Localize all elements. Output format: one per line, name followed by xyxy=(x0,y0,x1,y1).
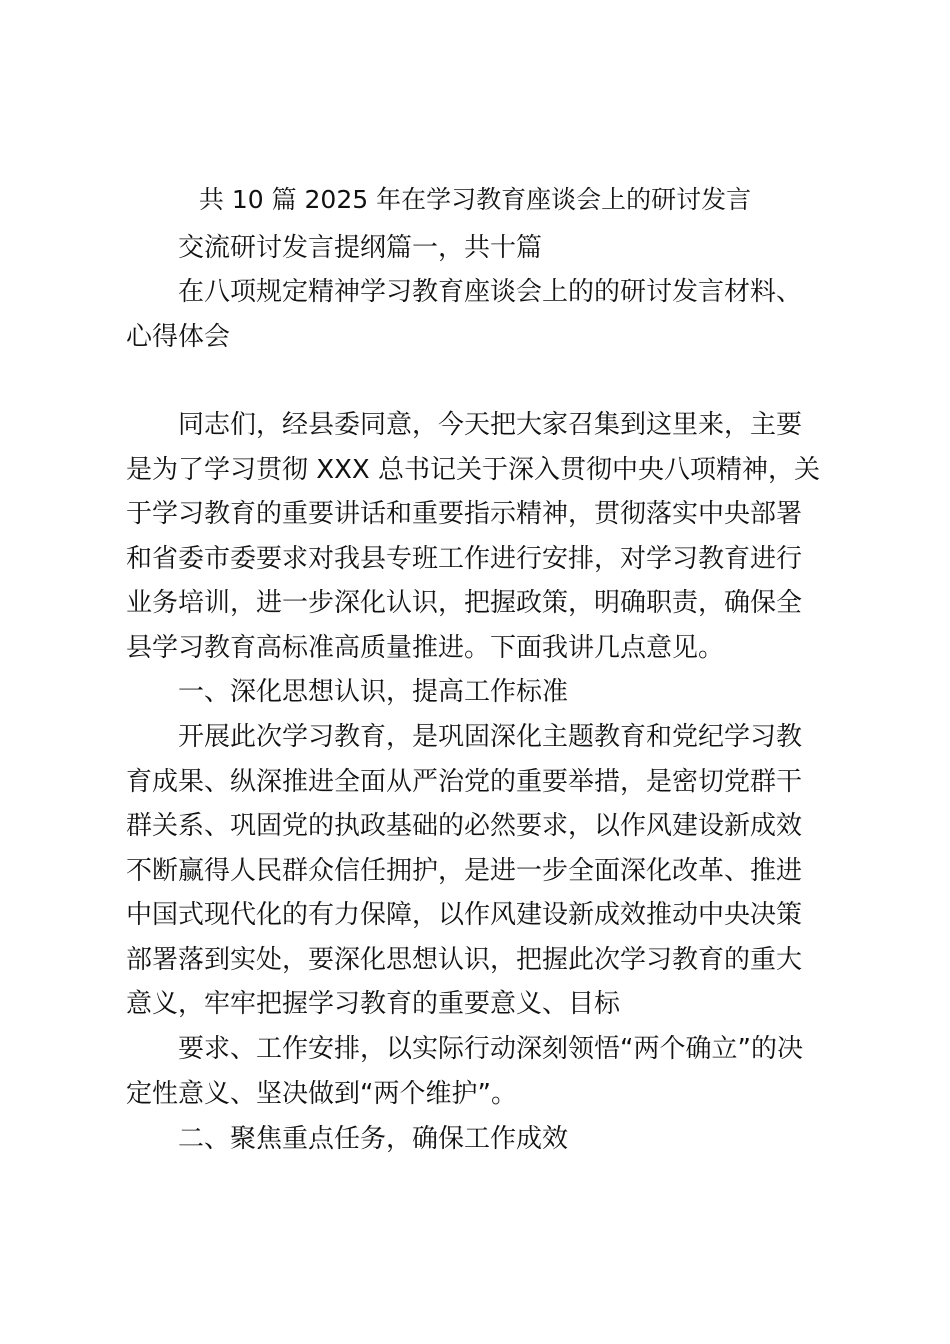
speech-title: 在八项规定精神学习教育座谈会上的的研讨发言材料、心得体会 xyxy=(126,277,803,352)
section-1-continuation: 要求、工作安排，以实际行动深刻领悟“两个确立”的决定性意义、坚决做到“两个维护”。 xyxy=(126,1034,803,1109)
section-1-paragraph: 开展此次学习教育，是巩固深化主题教育和党纪学习教育成果、纵深推进全面从严治党的重要举措，是密切党群干群关系、巩固党的执政基础的必然要求，以作风建设新成效不断赢得人民群众信任拥护，是进一步全面深化改革、推进中国式现代化的有力保障，以作风建设新成效推动中央决策部署落到实处，要深化思想认识，把握此次学习教育的重大意义，牢牢把握学习教育的重要意义、目标 xyxy=(126,722,803,1019)
section-1-heading: 一、深化思想认识，提高工作标准 xyxy=(178,677,569,707)
intro-paragraph: 同志们，经县委同意，今天把大家召集到这里来，主要是为了学习贯彻 XXX 总书记关于深入贯彻中央八项精神，关于学习教育的重要讲话和重要指示精神，贯彻落实中央部署和省委市委要求对我县专班工作进行安排，对学习教育进行业务培训，进一步深化认识，把握政策，明确职责，确保全县学习教育高标准高质量推进。下面我讲几点意见。 xyxy=(126,410,820,663)
document-subtitle: 交流研讨发言提纲篇一，共十篇 xyxy=(178,233,543,263)
section-2-heading: 二、聚焦重点任务，确保工作成效 xyxy=(178,1124,569,1154)
document-title: 共 10 篇 2025 年在学习教育座谈会上的研讨发言 xyxy=(198,185,752,214)
